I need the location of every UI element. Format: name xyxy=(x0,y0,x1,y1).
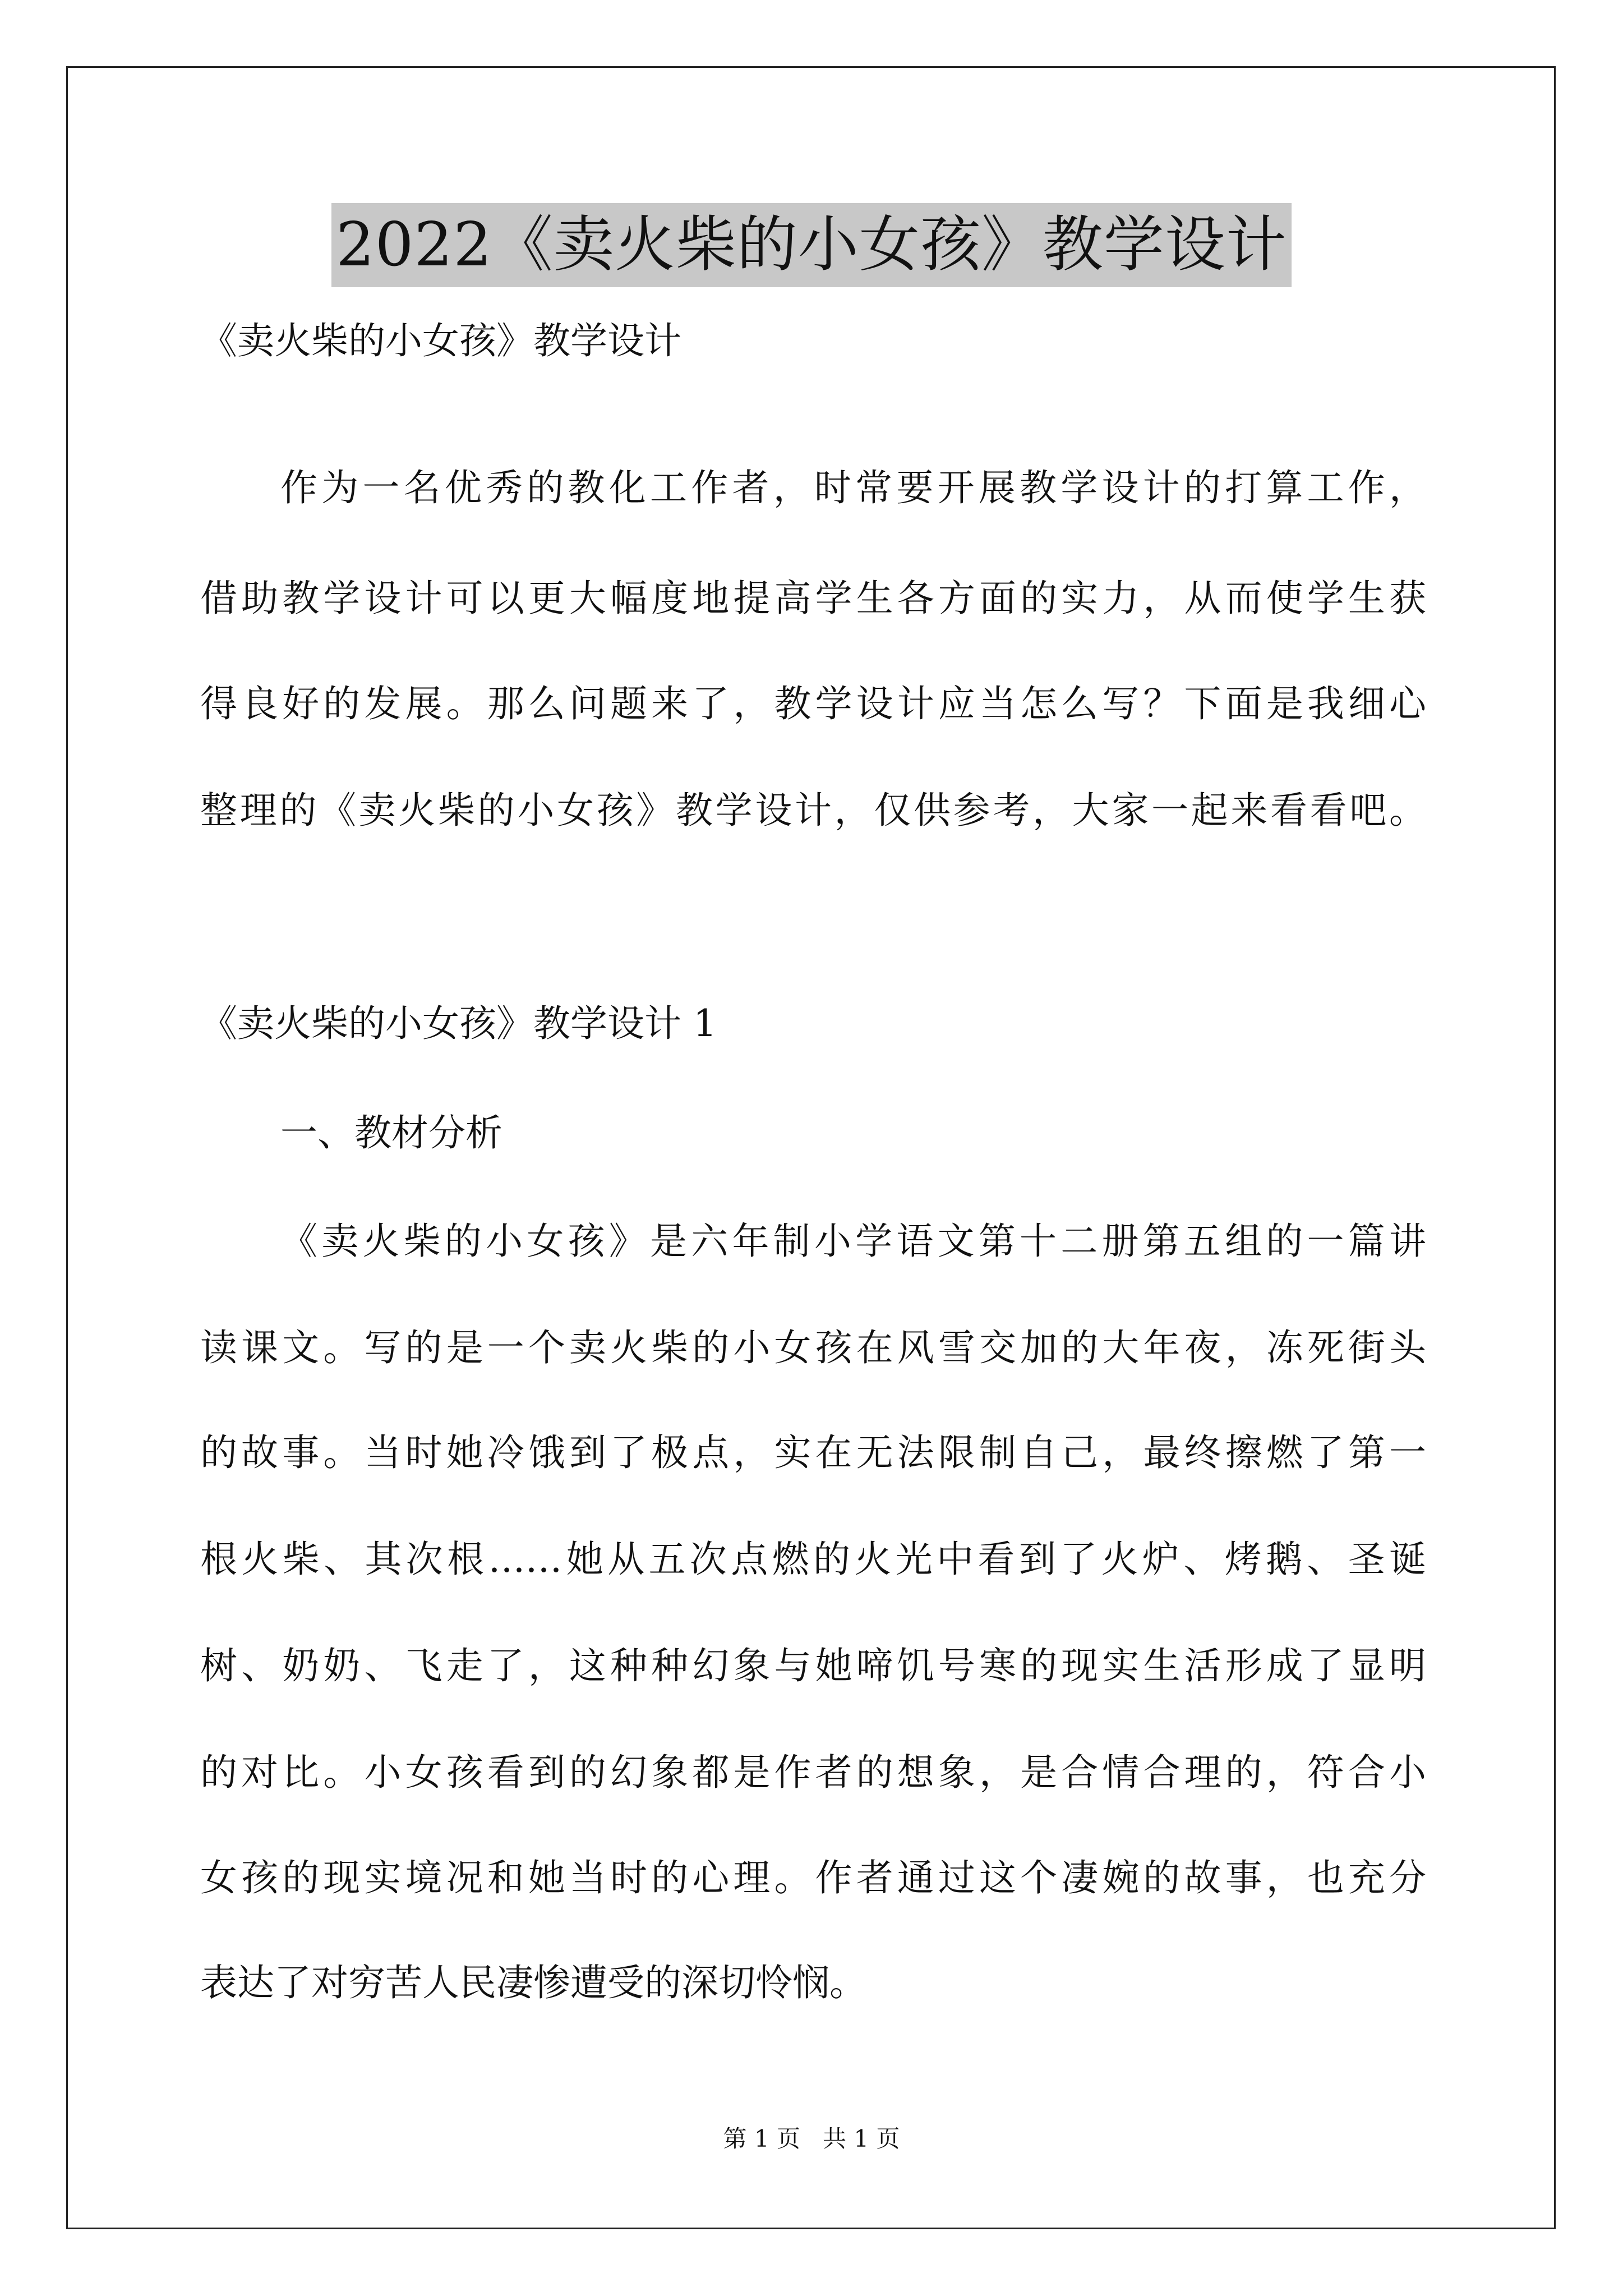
body-line: 《卖火柴的小女孩》是六年制小学语文第十二册第五组的一篇讲 xyxy=(280,1220,1426,1263)
document-subtitle: 《卖火柴的小女孩》教学设计 xyxy=(200,319,681,362)
body-line: 的故事。当时她冷饿到了极点，实在无法限制自己，最终擦燃了第一 xyxy=(200,1431,1426,1474)
body-line: 女孩的现实境况和她当时的心理。作者通过这个凄婉的故事，也充分 xyxy=(200,1856,1426,1899)
intro-line: 作为一名优秀的教化工作者，时常要开展教学设计的打算工作， xyxy=(280,466,1426,509)
body-line: 根火柴、其次根……她从五次点燃的火光中看到了火炉、烤鹅、圣诞 xyxy=(200,1538,1426,1581)
title-container xyxy=(0,203,1623,287)
body-line: 的对比。小女孩看到的幻象都是作者的想象，是合情合理的，符合小 xyxy=(200,1751,1426,1794)
page-footer: 第 1 页 共 1 页 xyxy=(723,2125,900,2152)
body-line: 读课文。写的是一个卖火柴的小女孩在风雪交加的大年夜，冻死街头 xyxy=(200,1326,1426,1369)
section-title: 《卖火柴的小女孩》教学设计 1 xyxy=(200,1002,717,1045)
body-line: 树、奶奶、飞走了，这种种幻象与她啼饥号寒的现实生活形成了显明 xyxy=(200,1644,1426,1687)
intro-line: 整理的《卖火柴的小女孩》教学设计，仅供参考，大家一起来看看吧。 xyxy=(200,789,1426,832)
intro-line: 得良好的发展。那么问题来了，教学设计应当怎么写？下面是我细心 xyxy=(200,682,1426,725)
section-heading: 一、教材分析 xyxy=(280,1111,502,1154)
intro-line: 借助教学设计可以更大幅度地提高学生各方面的实力，从而使学生获 xyxy=(200,577,1426,620)
document-title: 2022《卖火柴的小女孩》教学设计 xyxy=(331,203,1292,287)
body-line: 表达了对穷苦人民凄惨遭受的深切怜悯。 xyxy=(200,1961,866,2004)
